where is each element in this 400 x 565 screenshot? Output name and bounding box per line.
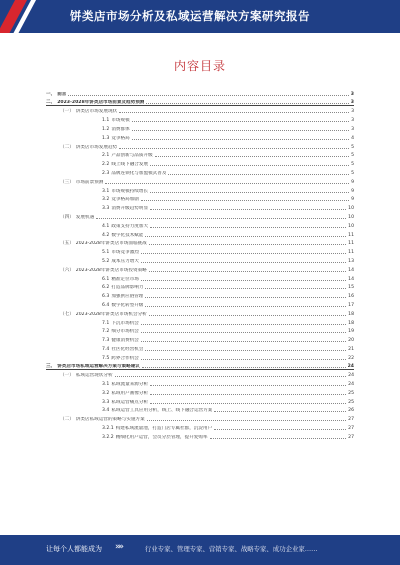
toc-dot-leader bbox=[145, 350, 346, 351]
table-of-contents bbox=[46, 88, 354, 440]
toc-entry-page: 5 bbox=[351, 153, 354, 159]
toc-entry-title: 发展机遇 bbox=[75, 214, 95, 220]
toc-entry-number: 3.1 bbox=[102, 188, 110, 194]
toc-entry-number: 6.2 bbox=[102, 285, 110, 291]
toc-dot-leader bbox=[105, 183, 349, 184]
toc-entry-title: 私域运营痛点分析 bbox=[111, 399, 149, 405]
toc-dot-leader bbox=[150, 192, 349, 193]
toc-entry-title: 成本压力增大 bbox=[111, 258, 139, 264]
toc-entry-number: 7.4 bbox=[102, 346, 110, 352]
toc-entry-page: 21 bbox=[348, 346, 354, 352]
toc-entry-page: 16 bbox=[348, 294, 354, 300]
toc-entry[interactable] bbox=[46, 106, 354, 115]
toc-entry-title: 饼类店私域运营的策略与实施方案 bbox=[75, 417, 145, 423]
toc-entry-page: 3 bbox=[351, 126, 354, 132]
toc-entry-number: 一、 bbox=[46, 91, 56, 97]
toc-entry-number: （一） bbox=[60, 109, 74, 115]
toc-entry-title: 精细化用户运营，会员分层管理，提升复购率 bbox=[115, 434, 208, 440]
toc-entry-number: （二） bbox=[60, 417, 74, 423]
toc-entry[interactable] bbox=[46, 246, 354, 255]
toc-entry[interactable] bbox=[46, 229, 354, 238]
toc-entry-number: 6.4 bbox=[102, 302, 110, 308]
toc-dot-leader bbox=[115, 376, 347, 377]
toc-entry-page: 25 bbox=[348, 390, 354, 396]
footer-roles: 行业专家、管理专家、营销专家、战略专家、成功企业家…… bbox=[145, 545, 318, 553]
toc-entry-title: 2023-2028年饼类店市场前景及趋势预测 bbox=[57, 99, 145, 105]
toc-entry-title: 社区化经营机会 bbox=[111, 346, 144, 352]
toc-entry[interactable] bbox=[46, 123, 354, 132]
toc-entry[interactable] bbox=[46, 290, 354, 299]
toc-entry-number: 5.2 bbox=[102, 258, 110, 264]
toc-heading: 内容目录 bbox=[173, 59, 226, 73]
toc-entry[interactable] bbox=[46, 158, 354, 167]
toc-entry-number: 7.1 bbox=[102, 320, 110, 326]
toc-entry-title: 2023-2028年饼类店市场面临挑战 bbox=[75, 241, 147, 247]
toc-dot-leader bbox=[150, 165, 349, 166]
toc-entry-title: 2023-2028年饼类店市场投资策略 bbox=[75, 267, 147, 273]
toc-entry-number: 3.2.1 bbox=[102, 426, 114, 432]
toc-dot-leader bbox=[150, 209, 346, 210]
toc-entry-number: 三、 bbox=[46, 363, 56, 369]
toc-entry-title: 前言 bbox=[57, 91, 67, 97]
report-header bbox=[0, 0, 400, 33]
toc-entry-title: 私域用户画像分析 bbox=[111, 390, 149, 396]
toc-entry-page: 3 bbox=[351, 118, 354, 124]
toc-entry-title: 私域流量来源分析 bbox=[111, 382, 149, 388]
toc-entry-number: 3.3 bbox=[102, 206, 110, 212]
toc-dot-leader bbox=[119, 148, 349, 149]
toc-entry-title: 产品创新与品质升级 bbox=[111, 153, 153, 159]
toc-entry-page: 11 bbox=[348, 250, 354, 256]
toc-entry[interactable] bbox=[46, 396, 354, 405]
toc-entry-page: 4 bbox=[351, 135, 354, 141]
toc-dot-leader bbox=[141, 341, 346, 342]
toc-entry-page: 5 bbox=[351, 144, 354, 150]
toc-entry[interactable] bbox=[46, 194, 354, 203]
toc-entry[interactable] bbox=[46, 317, 354, 326]
toc-entry-title: 市场规模 bbox=[111, 118, 130, 124]
toc-entry[interactable] bbox=[46, 299, 354, 308]
toc-entry[interactable] bbox=[46, 132, 354, 141]
toc-entry-title: 精准定位市场 bbox=[111, 276, 139, 282]
toc-dot-leader bbox=[141, 253, 346, 254]
toc-entry-number: 7.5 bbox=[102, 355, 110, 361]
toc-entry[interactable] bbox=[46, 141, 354, 150]
toc-entry-page: 27 bbox=[348, 434, 354, 440]
footer-slogan: 让每个人都能成为 bbox=[46, 545, 102, 553]
toc-entry-title: 健康消费机会 bbox=[111, 338, 139, 344]
toc-entry-number: 7.2 bbox=[102, 329, 110, 335]
toc-entry[interactable] bbox=[46, 273, 354, 282]
toc-entry-title: 饼类店市场私域运营解决方案与策略建议 bbox=[57, 363, 140, 369]
toc-entry-page: 25 bbox=[348, 399, 354, 405]
toc-entry-number: 1.1 bbox=[102, 118, 110, 124]
toc-entry[interactable] bbox=[46, 150, 354, 159]
toc-entry-title: 市场前景预测 bbox=[75, 179, 104, 185]
toc-dot-leader bbox=[145, 306, 346, 307]
toc-entry-number: 3.2 bbox=[102, 390, 110, 396]
toc-entry-page: 26 bbox=[348, 408, 354, 414]
toc-dot-leader bbox=[141, 280, 346, 281]
toc-entry[interactable] bbox=[46, 387, 354, 396]
toc-dot-leader bbox=[145, 297, 346, 298]
toc-entry-title: 市场竞争激烈 bbox=[111, 250, 139, 256]
toc-entry-title: 跨界合作机会 bbox=[111, 355, 139, 361]
toc-entry-page: 5 bbox=[351, 170, 354, 176]
toc-dot-leader bbox=[132, 130, 349, 131]
toc-entry-page: 27 bbox=[348, 417, 354, 423]
toc-entry-title: 细分市场机会 bbox=[111, 329, 139, 335]
toc-dot-leader bbox=[155, 156, 349, 157]
toc-entry-number: （六） bbox=[60, 267, 74, 273]
toc-entry-page: 18 bbox=[348, 320, 354, 326]
toc-entry[interactable] bbox=[46, 176, 354, 185]
toc-entry[interactable] bbox=[46, 220, 354, 229]
toc-entry[interactable] bbox=[46, 202, 354, 211]
toc-entry-page: 13 bbox=[348, 258, 354, 264]
toc-entry-page: 24 bbox=[348, 382, 354, 388]
toc-dot-leader bbox=[141, 359, 346, 360]
toc-entry-number: 3.2.2 bbox=[102, 434, 114, 440]
toc-dot-leader bbox=[210, 438, 347, 439]
toc-entry-page: 9 bbox=[351, 197, 354, 203]
footer-chevron-icon: »» bbox=[115, 542, 123, 552]
toc-entry-page: 3 bbox=[350, 91, 354, 97]
toc-dot-leader bbox=[149, 244, 346, 245]
toc-entry[interactable] bbox=[46, 422, 354, 431]
toc-entry-page: 14 bbox=[348, 267, 354, 273]
toc-entry[interactable] bbox=[46, 211, 354, 220]
toc-entry[interactable] bbox=[46, 413, 354, 422]
toc-dot-leader bbox=[145, 236, 346, 237]
toc-dot-leader bbox=[146, 103, 348, 104]
toc-entry-page: 11 bbox=[348, 241, 354, 247]
report-footer bbox=[0, 535, 400, 565]
toc-entry-number: 7.3 bbox=[102, 338, 110, 344]
toc-entry[interactable] bbox=[46, 264, 354, 273]
toc-entry-page: 17 bbox=[348, 302, 354, 308]
toc-entry-number: （二） bbox=[60, 144, 74, 150]
toc-entry[interactable] bbox=[46, 185, 354, 194]
toc-entry-page: 9 bbox=[351, 188, 354, 194]
toc-entry-page: 14 bbox=[348, 276, 354, 282]
toc-dot-leader bbox=[150, 394, 346, 395]
toc-entry[interactable] bbox=[46, 370, 354, 379]
toc-entry-title: 私域运营工具应用分析，线上、线下融合运营方案 bbox=[111, 408, 213, 414]
report-title: 饼类店市场分析及私域运营解决方案研究报告 bbox=[70, 9, 310, 23]
toc-entry-number: 3.4 bbox=[102, 408, 110, 414]
toc-entry-page: 20 bbox=[348, 338, 354, 344]
toc-dot-leader bbox=[145, 288, 346, 289]
toc-entry-title: 2023-2028年饼类店市场机会分析 bbox=[75, 311, 147, 317]
toc-entry-title: 竞争格局 bbox=[111, 135, 130, 141]
toc-entry[interactable] bbox=[46, 255, 354, 264]
toc-entry-page: 19 bbox=[348, 329, 354, 335]
toc-entry-number: （七） bbox=[60, 311, 74, 317]
toc-entry-page: 3 bbox=[350, 99, 354, 105]
toc-entry-title: 消费群体 bbox=[111, 126, 130, 132]
toc-entry[interactable] bbox=[46, 88, 354, 97]
toc-entry-number: 6.3 bbox=[102, 294, 110, 300]
toc-entry[interactable] bbox=[46, 405, 354, 414]
toc-dot-leader bbox=[149, 271, 346, 272]
toc-entry-title: 市场规模持续增长 bbox=[111, 188, 149, 194]
toc-entry-title: 数字化技术赋能 bbox=[111, 232, 144, 238]
toc-entry-number: 4.1 bbox=[102, 223, 110, 229]
toc-entry-title: 消费升级趋势明显 bbox=[111, 206, 149, 212]
toc-entry-number: （四） bbox=[60, 214, 74, 220]
toc-entry-number: 2.3 bbox=[102, 170, 110, 176]
toc-entry-number: 二、 bbox=[46, 99, 56, 105]
toc-dot-leader bbox=[141, 200, 349, 201]
toc-entry-title: 线上线下融合发展 bbox=[111, 162, 149, 168]
toc-entry-title: 打造品牌影响力 bbox=[111, 285, 144, 291]
toc-entry-title: 构建私域流量池，打造门店专属社群，沉淀用户 bbox=[115, 426, 213, 432]
toc-entry-title: 数字化转型升级 bbox=[111, 302, 144, 308]
toc-dot-leader bbox=[168, 174, 349, 175]
toc-entry-page: 5 bbox=[351, 162, 354, 168]
toc-entry-title: 品牌连锁化与加盟模式普及 bbox=[111, 170, 167, 176]
toc-dot-leader bbox=[141, 332, 346, 333]
toc-entry-number: （三） bbox=[60, 179, 74, 185]
toc-dot-leader bbox=[149, 315, 346, 316]
toc-entry[interactable] bbox=[46, 167, 354, 176]
toc-entry-page: 18 bbox=[348, 311, 354, 317]
toc-entry[interactable] bbox=[46, 361, 354, 370]
toc-entry[interactable] bbox=[46, 238, 354, 247]
toc-entry-page: 11 bbox=[348, 232, 354, 238]
toc-entry-number: 1.3 bbox=[102, 135, 110, 141]
toc-entry-title: 饼类店市场发展趋势 bbox=[75, 144, 118, 150]
toc-entry-number: 3.2 bbox=[102, 197, 110, 203]
toc-dot-leader bbox=[147, 420, 346, 421]
toc-entry-number: 1.2 bbox=[102, 126, 110, 132]
toc-entry[interactable] bbox=[46, 308, 354, 317]
toc-entry-page: 24 bbox=[347, 363, 354, 369]
toc-entry-page: 10 bbox=[348, 223, 354, 229]
toc-entry-title: 加强供应链管理 bbox=[111, 294, 144, 300]
toc-entry-page: 10 bbox=[348, 206, 354, 212]
toc-dot-leader bbox=[150, 403, 346, 404]
toc-entry[interactable] bbox=[46, 114, 354, 123]
toc-entry-number: （一） bbox=[60, 373, 74, 379]
toc-entry-number: 5.1 bbox=[102, 250, 110, 256]
toc-entry-title: 饼类店市场发展现状 bbox=[75, 109, 118, 115]
toc-entry-page: 3 bbox=[351, 109, 354, 115]
toc-dot-leader bbox=[214, 411, 346, 412]
toc-entry-number: 6.1 bbox=[102, 276, 110, 282]
toc-entry-title: 私域运营现状分析 bbox=[75, 373, 113, 379]
toc-entry-page: 24 bbox=[348, 373, 354, 379]
toc-entry-page: 9 bbox=[351, 179, 354, 185]
toc-dot-leader bbox=[132, 139, 349, 140]
toc-dot-leader bbox=[141, 324, 346, 325]
toc-dot-leader bbox=[141, 262, 346, 263]
toc-entry[interactable] bbox=[46, 282, 354, 291]
toc-dot-leader bbox=[142, 367, 346, 368]
toc-entry-page: 10 bbox=[348, 214, 354, 220]
toc-entry-number: 3.3 bbox=[102, 399, 110, 405]
toc-dot-leader bbox=[119, 112, 349, 113]
toc-entry-number: 4.2 bbox=[102, 232, 110, 238]
toc-entry-page: 22 bbox=[348, 355, 354, 361]
toc-entry-page: 15 bbox=[348, 285, 354, 291]
toc-entry-number: 3.1 bbox=[102, 382, 110, 388]
toc-entry[interactable] bbox=[46, 343, 354, 352]
toc-dot-leader bbox=[96, 218, 346, 219]
toc-entry-title: 竞争格局加剧 bbox=[111, 197, 139, 203]
toc-entry-number: 2.1 bbox=[102, 153, 110, 159]
toc-entry-number: 2.2 bbox=[102, 162, 110, 168]
toc-entry[interactable] bbox=[46, 326, 354, 335]
toc-entry[interactable] bbox=[46, 352, 354, 361]
toc-entry-title: 政策支持力度加大 bbox=[111, 223, 149, 229]
toc-dot-leader bbox=[214, 429, 346, 430]
toc-dot-leader bbox=[150, 227, 346, 228]
toc-entry[interactable] bbox=[46, 431, 354, 440]
toc-entry-page: 27 bbox=[348, 426, 354, 432]
toc-entry[interactable] bbox=[46, 97, 354, 106]
toc-dot-leader bbox=[150, 385, 346, 386]
toc-entry[interactable] bbox=[46, 378, 354, 387]
toc-entry-number: （五） bbox=[60, 241, 74, 247]
toc-dot-leader bbox=[132, 121, 349, 122]
toc-dot-leader bbox=[68, 95, 348, 96]
toc-entry[interactable] bbox=[46, 334, 354, 343]
toc-entry-title: 下沉市场机会 bbox=[111, 320, 139, 326]
